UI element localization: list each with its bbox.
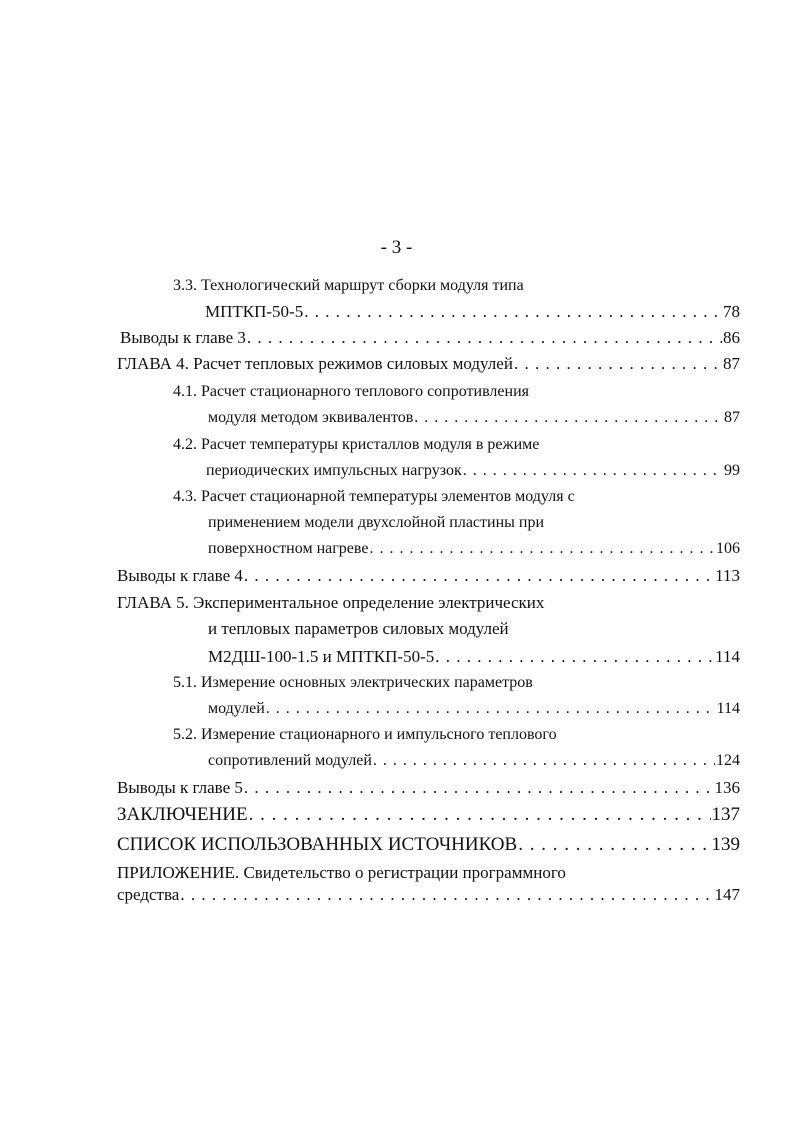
toc-item-chapter-5-line2: и тепловых параметров силовых модулей bbox=[208, 619, 509, 638]
toc-leader-dots bbox=[304, 300, 722, 324]
toc-leader-dots bbox=[514, 352, 722, 376]
toc-item-label: ГЛАВА 4. Расчет тепловых режимов силовых модулей bbox=[117, 354, 513, 373]
toc-item-page: 106 bbox=[716, 540, 740, 557]
toc-item-appendix-line1: ПРИЛОЖЕНИЕ. Свидетельство о регистрации программного bbox=[117, 863, 566, 882]
page-number: - 3 - bbox=[380, 237, 413, 258]
toc-item-page: 86 bbox=[723, 328, 740, 347]
toc-item-page: 114 bbox=[715, 647, 740, 666]
toc-item-3-3[interactable] bbox=[205, 300, 740, 324]
toc-item-chapter-5[interactable] bbox=[208, 645, 740, 669]
toc-leader-dots bbox=[369, 537, 715, 561]
toc-item-label: модулей bbox=[208, 700, 265, 717]
toc-item-page: 114 bbox=[716, 700, 740, 717]
toc-item-4-3-line1: 4.3. Расчет стационарной температуры элементов модуля с bbox=[173, 488, 575, 505]
toc-item-4-2[interactable] bbox=[206, 459, 740, 483]
toc-item-conclusions-ch4[interactable] bbox=[117, 564, 740, 588]
toc-item-references[interactable] bbox=[117, 833, 740, 857]
toc-item-label: поверхностном нагреве bbox=[208, 540, 369, 557]
toc-item-label: ЗАКЛЮЧЕНИЕ bbox=[117, 804, 248, 825]
toc-item-page: 147 bbox=[714, 885, 740, 904]
toc-item-appendix[interactable] bbox=[117, 883, 740, 907]
toc-leader-dots bbox=[247, 326, 722, 350]
toc-item-conclusions-ch5[interactable] bbox=[117, 776, 740, 800]
toc-item-page: 87 bbox=[724, 409, 740, 426]
toc-item-page: 99 bbox=[724, 462, 740, 479]
toc-item-5-2[interactable] bbox=[208, 749, 740, 773]
toc-leader-dots bbox=[180, 883, 713, 907]
toc-leader-dots bbox=[518, 833, 710, 857]
toc-item-page: 124 bbox=[716, 752, 740, 769]
toc-leader-dots bbox=[463, 459, 723, 483]
toc-item-label: МПТКП-50-5 bbox=[205, 302, 304, 321]
toc-item-3-3-line1: 3.3. Технологический маршрут сборки модуля типа bbox=[173, 277, 524, 294]
toc-item-5-1-line1: 5.1. Измерение основных электрических параметров bbox=[173, 674, 533, 691]
toc-item-page: 137 bbox=[711, 804, 740, 825]
toc-item-4-3-line2: применением модели двухслойной пластины при bbox=[208, 514, 545, 531]
toc-leader-dots bbox=[266, 697, 716, 721]
toc-item-page: 139 bbox=[711, 834, 740, 855]
toc-leader-dots bbox=[373, 749, 715, 773]
toc-item-page: 136 bbox=[714, 778, 740, 797]
toc-item-chapter-4[interactable] bbox=[117, 352, 740, 376]
toc-item-label: СПИСОК ИСПОЛЬЗОВАННЫХ ИСТОЧНИКОВ bbox=[117, 834, 518, 855]
toc-item-conclusions-ch3[interactable] bbox=[120, 326, 740, 350]
toc-leader-dots bbox=[249, 803, 711, 827]
toc-leader-dots bbox=[414, 406, 723, 430]
toc-leader-dots bbox=[244, 776, 714, 800]
toc-item-label: средства bbox=[117, 885, 180, 904]
toc-item-5-1[interactable] bbox=[208, 697, 740, 721]
toc-leader-dots bbox=[435, 645, 714, 669]
toc-item-label: Выводы к главе 3 bbox=[120, 328, 246, 347]
toc-item-label: модуля методом эквивалентов bbox=[208, 409, 414, 426]
toc-item-5-2-line1: 5.2. Измерение стационарного и импульсного теплового bbox=[173, 726, 557, 743]
toc-item-label: периодических импульсных нагрузок bbox=[206, 462, 462, 479]
toc-item-label: Выводы к главе 4 bbox=[117, 566, 243, 585]
toc-item-page: 87 bbox=[723, 354, 740, 373]
toc-item-conclusion[interactable] bbox=[117, 803, 740, 827]
toc-item-label: Выводы к главе 5 bbox=[117, 778, 243, 797]
toc-item-4-2-line1: 4.2. Расчет температуры кристаллов модуля в режиме bbox=[173, 436, 540, 453]
toc-item-4-1[interactable] bbox=[208, 406, 740, 430]
toc-item-chapter-5-line1: ГЛАВА 5. Экспериментальное определение электрических bbox=[117, 593, 545, 612]
toc-item-4-1-line1: 4.1. Расчет стационарного теплового сопротивления bbox=[173, 383, 529, 400]
toc-item-page: 78 bbox=[723, 302, 740, 321]
toc-item-label: М2ДШ-100-1.5 и МПТКП-50-5 bbox=[208, 647, 435, 666]
toc-item-4-3[interactable] bbox=[208, 537, 740, 561]
toc-item-page: 113 bbox=[715, 566, 740, 585]
toc-item-label: сопротивлений модулей bbox=[208, 752, 372, 769]
toc-leader-dots bbox=[244, 564, 714, 588]
